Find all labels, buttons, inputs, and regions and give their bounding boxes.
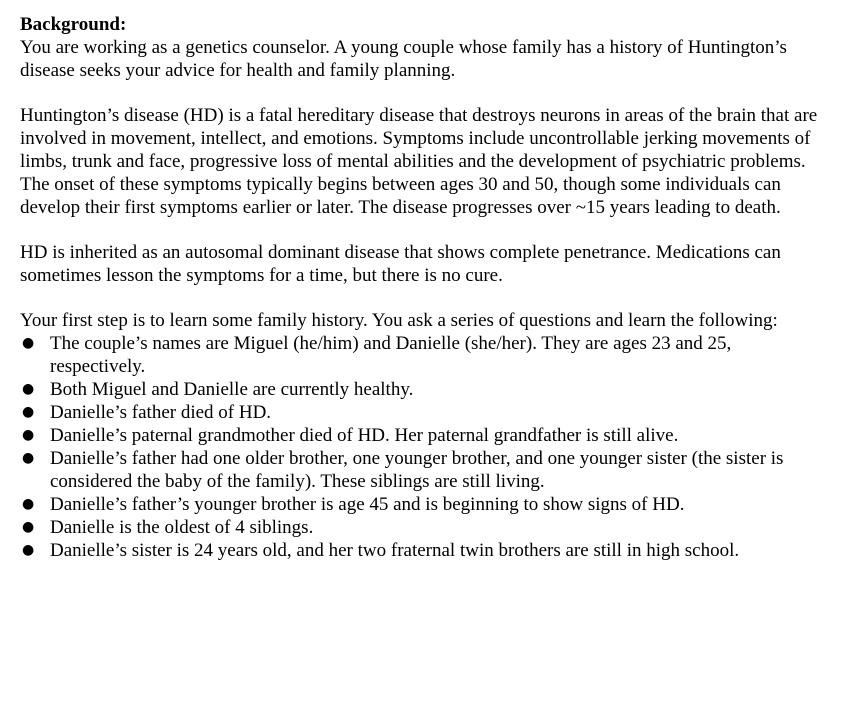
list-item-text: Danielle’s sister is 24 years old, and her two fraternal twin brothers are still in high school. (50, 540, 740, 561)
background-heading: Background: (20, 14, 127, 35)
inheritance-paragraph: HD is inherited as an autosomal dominant disease that shows complete penetrance. Medications can sometimes lesson the symptoms for a time, but there is no cure. (20, 242, 781, 286)
bullet-icon (22, 424, 34, 447)
document-body (20, 13, 820, 562)
list-item-text: Danielle is the oldest of 4 siblings. (50, 517, 314, 538)
list-item-text: Danielle’s father died of HD. (50, 402, 272, 423)
list-item-text: The couple’s names are Miguel (he/him) and Danielle (she/her). They are ages 23 and 25, respectively. (50, 333, 732, 377)
list-item (20, 539, 820, 562)
paragraph-spacer (20, 287, 820, 309)
intro-paragraph: You are working as a genetics counselor. A young couple whose family has a history of Huntington’s disease seeks your advice for health and family planning. (20, 37, 787, 81)
bullet-icon (22, 493, 34, 516)
list-item (20, 447, 820, 493)
list-item-text: Danielle’s father’s younger brother is age 45 and is beginning to show signs of HD. (50, 494, 685, 515)
bullet-icon (22, 447, 34, 470)
list-item (20, 424, 820, 447)
disease-description-paragraph: Huntington’s disease (HD) is a fatal hereditary disease that destroys neurons in areas of the brain that are involved in movement, intellect, and emotions. Symptoms include uncontrollable jerking movements of limbs, trunk and face, progressive loss of mental abilities and the development of psychiatric problems. The onset of these symptoms typically begins between ages 30 and 50, though some individuals can develop their first symptoms earlier or later. The disease progresses over ~15 years leading to death. (20, 105, 818, 218)
list-item (20, 332, 820, 378)
family-history-list (20, 332, 820, 562)
bullet-icon (22, 332, 34, 355)
bullet-icon (22, 539, 34, 562)
bullet-icon (22, 378, 34, 401)
bullet-icon (22, 516, 34, 539)
list-item-text: Both Miguel and Danielle are currently healthy. (50, 379, 414, 400)
bullet-icon (22, 401, 34, 424)
list-item-text: Danielle’s paternal grandmother died of HD. Her paternal grandfather is still alive. (50, 425, 679, 446)
list-item-text: Danielle’s father had one older brother, one younger brother, and one younger sister (the sister is considered the baby of the family). These siblings are still living. (50, 448, 784, 492)
list-item (20, 401, 820, 424)
list-item (20, 516, 820, 539)
list-item (20, 493, 820, 516)
family-history-intro: Your first step is to learn some family history. You ask a series of questions and learn the following: (20, 310, 778, 331)
list-item (20, 378, 820, 401)
paragraph-spacer (20, 82, 820, 104)
paragraph-spacer (20, 219, 820, 241)
